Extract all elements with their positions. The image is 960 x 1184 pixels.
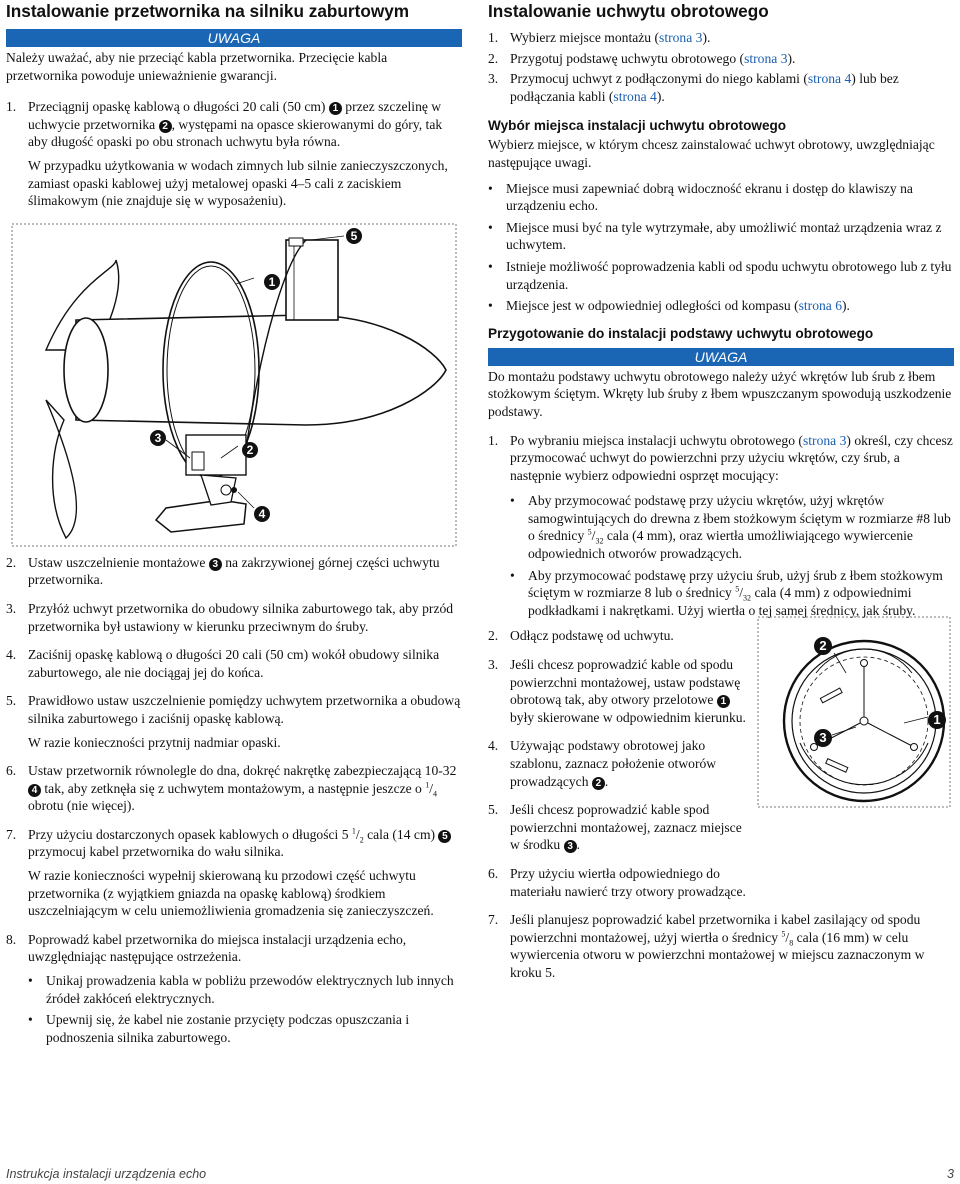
fraction: $^1/_2$	[351, 826, 364, 845]
prep-step-5	[488, 801, 750, 854]
figure-callout-4-icon: 4	[254, 506, 270, 522]
fraction: $^5/_8$	[781, 929, 794, 948]
callout-1-icon: 1	[717, 695, 730, 708]
figure-callout-2-icon: 2	[242, 442, 258, 458]
step-number: 3.	[6, 600, 17, 616]
step-number: 1.	[6, 99, 17, 115]
step-text-part: tak, aby zetknęła się z uchwytem montażowym, a następnie jeszcze o	[44, 780, 422, 796]
callout-5-icon: 5	[438, 830, 451, 843]
hardware-bullets	[510, 492, 954, 619]
step-text: Przyłóż uchwyt przetwornika do obudowy silnika zaburtowego tak, aby przód przetwornika był ustawiony w kierunku przeciwnym do śruby.	[28, 600, 454, 634]
step-text	[510, 432, 954, 485]
step-text	[28, 826, 462, 861]
step-number: 8.	[6, 931, 17, 947]
footer-title: Instrukcja instalacji urządzenia echo	[6, 1167, 207, 1181]
fraction: $^5/_{32}$	[735, 584, 752, 603]
warning-text: Należy uważać, aby nie przeciąć kabla przetwornika. Przecięcie kabla przetwornika powoduje unieważnienie gwarancji.	[6, 50, 388, 83]
figure-callout-5-icon: 5	[346, 228, 362, 244]
callout-3-icon: 3	[564, 840, 577, 853]
step-text	[510, 656, 750, 726]
step-note: W razie konieczności wypełnij skierowaną ku przodowi część uchwytu przetwornika (z wyjątkiem gniazda na opaskę kablową) środkiem uszczelniającym w celu uniemożliwienia gromadzenia się zanieczyszczeń.	[28, 868, 434, 919]
step-text-part: cala (16 mm) w celu wywiercenia otworu w powierzchni montażowej w miejscu zaznaczonym w kroku 5.	[510, 929, 925, 980]
bullet-text: cala (4 mm) z odpowiednimi podkładkami i nakrętkami. Użyj wiertła o tej samej średnicy, jak śruby.	[528, 585, 916, 618]
bullet-item: • Upewnij się, że kabel nie zostanie przycięty podczas opuszczania i podnoszenia silnika zaburtowego.	[28, 1011, 462, 1046]
bullet-text: Aby przymocować podstawę przy użyciu śrub, użyj śrub z łbem stożkowym ściętym w rozmiarze 8 lub o średnicy	[528, 567, 943, 601]
step-text-part: Przeciągnij opaskę kablową o długości 20 cali (50 cm)	[28, 99, 326, 115]
step-number: 6.	[488, 865, 499, 881]
step-text-part: Jeśli planujesz poprowadzić kabel przetwornika i kabel zasilający od spodu powierzchni montażowej, użyj wiertła o średnicy	[510, 912, 921, 945]
swivel-step-3	[488, 70, 954, 105]
step-text	[510, 911, 954, 981]
bullet-item	[510, 567, 954, 620]
step-number: 6.	[6, 763, 17, 779]
figure-callout-1-icon: 1	[928, 711, 946, 729]
fraction-denominator: 32	[595, 537, 604, 547]
transducer-motor-figure	[6, 220, 462, 550]
step-text-part: Używając podstawy obrotowej jako szablonu, zaznacz położenie otworów prowadzących	[510, 738, 717, 789]
figure-callout-3-icon: 3	[814, 729, 832, 747]
step-text-part: .	[576, 837, 581, 853]
fraction-numerator: 1	[425, 780, 430, 790]
step-text-part: Jeśli chcesz poprowadzić kable spod powierzchni montażowej, zaznacz miejsce w środku	[510, 802, 742, 853]
swivel-step-1	[488, 29, 954, 47]
step-text: Odłącz podstawę od uchwytu.	[510, 628, 674, 644]
step-number: 2.	[6, 554, 17, 570]
step-text-part: ).	[656, 88, 665, 104]
step-text-part: Ustaw przetwornik równolegle do dna, dokręć nakrętkę zabezpieczającą 10-32	[28, 763, 457, 779]
fraction-numerator: 5	[781, 929, 786, 939]
step-text: Zaciśnij opaskę kablową o długości 20 cali (50 cm) wokół obudowy silnika zaburtowego, ale nie dociągaj jej do końca.	[28, 647, 440, 680]
step-text-part: Ustaw uszczelnienie montażowe	[28, 554, 206, 570]
step-number: 7.	[6, 826, 17, 842]
step-text-part: , występami na opasce skierowanymi do góry, tak aby długość opaski po obu stronach uchwytu była równa.	[28, 116, 443, 150]
step-text-part: Przy użyciu dostarczonych opasek kablowych o długości 5	[28, 826, 349, 842]
warning-text: Do montażu podstawy uchwytu obrotowego należy użyć wkrętów lub śrub z łbem stożkowym ściętym. Wkręty lub śruby z łbem wpuszczanym spowodują uszkodzenie podstawy.	[488, 368, 952, 419]
step-8	[6, 931, 462, 966]
page-link[interactable]: strona 4	[807, 71, 852, 87]
fraction-denominator: 4	[433, 789, 438, 799]
page-link[interactable]: strona 3	[744, 50, 788, 66]
step-text	[28, 554, 462, 589]
section-title-swivel: Instalowanie uchwytu obrotowego	[488, 1, 769, 21]
motor-illustration	[6, 220, 462, 550]
fraction-denominator: 2	[359, 835, 364, 845]
fraction-numerator: 5	[735, 584, 740, 594]
step-text	[510, 801, 750, 854]
step-7	[6, 826, 462, 861]
step-text-part: ).	[702, 30, 711, 45]
prep-step-6	[488, 865, 750, 900]
step-number: 3.	[488, 657, 499, 673]
step-3	[6, 600, 462, 635]
step-text-part: obrotu (nie więcej).	[28, 798, 135, 814]
swivel-base-illustration	[756, 613, 952, 809]
location-intro: Wybierz miejsce, w którym chcesz zainstalować uchwyt obrotowy, uwzględniając następujące uwagi.	[488, 137, 935, 170]
step-text-part: .	[604, 773, 609, 789]
narrow-steps	[488, 623, 750, 900]
step-text	[28, 762, 462, 815]
step-2	[6, 554, 462, 589]
figure-callout-2-icon: 2	[814, 637, 832, 655]
swivel-base-figure	[756, 613, 952, 809]
bullet-item	[488, 297, 954, 315]
step-text-part: Wybierz miejsce montażu (	[510, 30, 660, 45]
callout-2-icon: 2	[592, 777, 605, 790]
step-text	[510, 737, 750, 790]
page-link[interactable]: strona 3	[802, 432, 847, 448]
location-bullets	[488, 180, 954, 315]
warning-banner: UWAGA	[488, 348, 954, 366]
fraction: $^5/_{32}$	[587, 527, 604, 547]
bullet-text: ).	[842, 298, 850, 314]
page-link[interactable]: strona 3	[659, 30, 703, 45]
step-text-part: były skierowane w odpowiednim kierunku.	[510, 709, 746, 725]
step-number: 5.	[488, 802, 499, 818]
step-5	[6, 692, 462, 727]
step-number: 2.	[488, 628, 499, 644]
prep-step-2	[488, 627, 750, 645]
subsection-title-location: Wybór miejsca instalacji uchwytu obrotowego	[488, 118, 787, 134]
prep-step-1	[488, 432, 954, 485]
callout-3-icon: 3	[209, 558, 222, 571]
step-number: 4.	[488, 738, 499, 754]
step-1	[6, 98, 462, 151]
warning-bullets	[28, 972, 462, 1046]
step-text	[28, 98, 462, 151]
bullet-text: cala (4 mm), oraz wiertła umożliwiającego wywiercenie odpowiednich otworów prowadzących.	[528, 528, 913, 562]
step-text-part: Przymocuj uchwyt z podłączonymi do niego kablami (	[510, 71, 808, 87]
step-number: 1.	[488, 432, 499, 448]
fraction-denominator: 32	[743, 593, 752, 603]
step-text-part: Po wybraniu miejsca instalacji uchwytu obrotowego (	[510, 432, 803, 448]
swivel-step-2	[488, 50, 954, 68]
step-number: 5.	[6, 693, 17, 709]
bullet-item: • Miejsce musi być na tyle wytrzymałe, aby umożliwić montaż urządzenia wraz z uchwytem.	[488, 219, 954, 254]
step-text-part: ) określ, czy chcesz przymocować uchwyt do powierzchni przy użyciu wkrętów, czy śrub, a następnie wybierz odpowiedni osprzęt mocujący:	[510, 432, 953, 483]
bullet-item: • Istnieje możliwość poprowadzenia kabli od spodu uchwytu obrotowego lub z tyłu urządzenia.	[488, 258, 954, 293]
prep-step-3	[488, 656, 750, 726]
step-number: 1.	[488, 30, 499, 45]
left-column	[6, 0, 462, 1050]
fraction-denominator: 8	[789, 938, 794, 948]
step-note: W razie konieczności przytnij nadmiar opaski.	[28, 734, 281, 750]
fraction-numerator: 5	[587, 527, 592, 537]
bullet-text: Miejsce jest w odpowiedniej odległości od kompasu (	[506, 298, 799, 314]
fraction-numerator: 1	[351, 826, 356, 836]
callout-1-icon: 1	[329, 102, 342, 115]
prep-step-4	[488, 737, 750, 790]
right-column	[488, 0, 954, 982]
figure-callout-3-icon: 3	[150, 430, 166, 446]
step-text-part: przez szczelinę w uchwycie przetwornika	[28, 99, 442, 132]
subsection-title-prepare: Przygotowanie do instalacji podstawy uchwytu obrotowego	[488, 325, 874, 341]
step-text-part: Przygotuj podstawę uchwytu obrotowego (	[510, 50, 745, 66]
step-note: W przypadku użytkowania w wodach zimnych lub silnie zanieczyszczonych, zamiast opaski kablowej użyj metalowej opaski 4–5 cali z zaciskiem ślimakowym (nie znajduje się w wyposażeniu).	[28, 157, 448, 209]
section-title-outboard: Instalowanie przetwornika na silniku zaburtowym	[6, 1, 410, 21]
step-text-part: przymocuj kabel przetwornika do wału silnika.	[28, 844, 284, 860]
step-text-part: cala (14 cm)	[367, 826, 436, 842]
figure-callout-1-icon: 1	[264, 274, 280, 290]
step-text-part: ) lub bez podłączania kabli (	[510, 71, 899, 104]
page-number: 3	[947, 1167, 954, 1181]
callout-4-icon: 4	[28, 784, 41, 797]
step-text-part: Jeśli chcesz poprowadzić kable od spodu powierzchni montażowej, ustaw podstawę obrotową tak, aby otwory przelotowe	[510, 657, 741, 708]
bullet-item: • Unikaj prowadzenia kabla w pobliżu przewodów elektrycznych lub innych źródeł zakłóceń elektrycznych.	[28, 972, 462, 1007]
bullet-text: Aby przymocować podstawę przy użyciu wkrętów, użyj wkrętów samogwintujących do drewna z łbem stożkowym ściętym w rozmiarze #8 lub o średnicy	[528, 493, 951, 544]
step-number: 7.	[488, 912, 499, 928]
step-number: 3.	[488, 71, 499, 87]
step-text	[510, 29, 954, 47]
step-text: Poprowadź kabel przetwornika do miejsca instalacji urządzenia echo, uwzględniając następujące ostrzeżenia.	[28, 931, 407, 965]
prep-step-7	[488, 911, 954, 981]
step-text-part: na zakrzywionej górnej części uchwytu przetwornika.	[28, 554, 440, 588]
step-text	[510, 50, 954, 68]
step-text: Prawidłowo ustaw uszczelnienie pomiędzy uchwytem przetwornika a obudową silnika zaburtowego i zaciśnij opaskę kablową.	[28, 693, 461, 726]
step-text	[510, 70, 954, 105]
step-number: 4.	[6, 647, 17, 663]
step-text-part: ).	[787, 50, 796, 66]
step-number: 2.	[488, 50, 499, 66]
page-link[interactable]: strona 4	[613, 88, 657, 104]
fraction: $^1/_4$	[425, 780, 438, 799]
step-6	[6, 762, 462, 815]
bullet-item: • Miejsce musi zapewniać dobrą widoczność ekranu i dostęp do klawiszy na urządzeniu echo.	[488, 180, 954, 215]
bullet-item	[510, 492, 954, 562]
page-link[interactable]: strona 6	[798, 298, 843, 314]
callout-2-icon: 2	[159, 120, 172, 133]
steps-with-figure	[488, 623, 954, 900]
step-text: Przy użyciu wiertła odpowiedniego do materiału nawierć trzy otwory prowadzące.	[510, 865, 746, 899]
warning-banner: UWAGA	[6, 29, 462, 47]
step-4	[6, 646, 462, 681]
